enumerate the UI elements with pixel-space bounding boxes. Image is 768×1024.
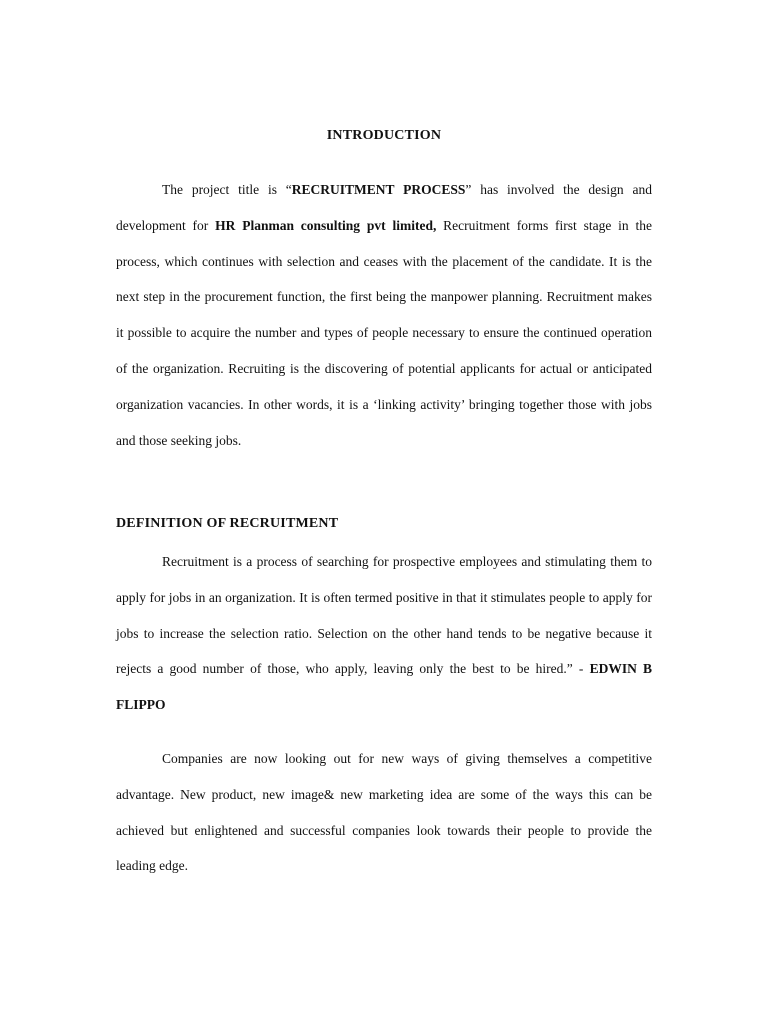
definition-paragraph — [116, 544, 652, 723]
definition-text: Recruitment is a process of searching for prospective employees and stimulating them to apply for jobs in an organization. It is often termed positive in that it stimulates people to apply for jobs to increase the selection ratio. Selection on the other hand tends to be negative because it rejects a good number of those, who apply, leaving only the best to be hired.” - — [116, 554, 652, 677]
definition-heading: DEFINITION OF RECRUITMENT — [116, 516, 339, 531]
page-title: INTRODUCTION — [326, 128, 442, 143]
project-title: RECRUITMENT PROCESS — [291, 182, 466, 197]
intro-text-1: The project title is “ — [162, 182, 292, 197]
companies-paragraph: Companies are now looking out for new ways of giving themselves a competitive advantage. New product, new image& new marketing idea are some of the ways this can be achieved but enlightened and successful companies look towards their people to provide the leading edge. — [116, 751, 652, 874]
intro-text-2: ” has involved the design and development for — [116, 182, 652, 233]
company-name: HR Planman consulting pvt limited, — [215, 217, 437, 233]
intro-text-3: Recruitment forms first stage in the process, which continues with selection and ceases with the placement of the candidate. It is the next step in the procurement function, the first being the manpower planning. Recruitment makes it possible to acquire the number and types of people necessary to ensure the continued operation of the organization. Recruiting is the discovering of potential applicants for actual or anticipated organization vacancies. In other words, it is a ‘linking activity’ bringing together those with jobs and those seeking jobs. — [116, 217, 652, 448]
intro-paragraph — [116, 172, 652, 458]
definition-author: EDWIN B FLIPPO — [116, 661, 652, 713]
